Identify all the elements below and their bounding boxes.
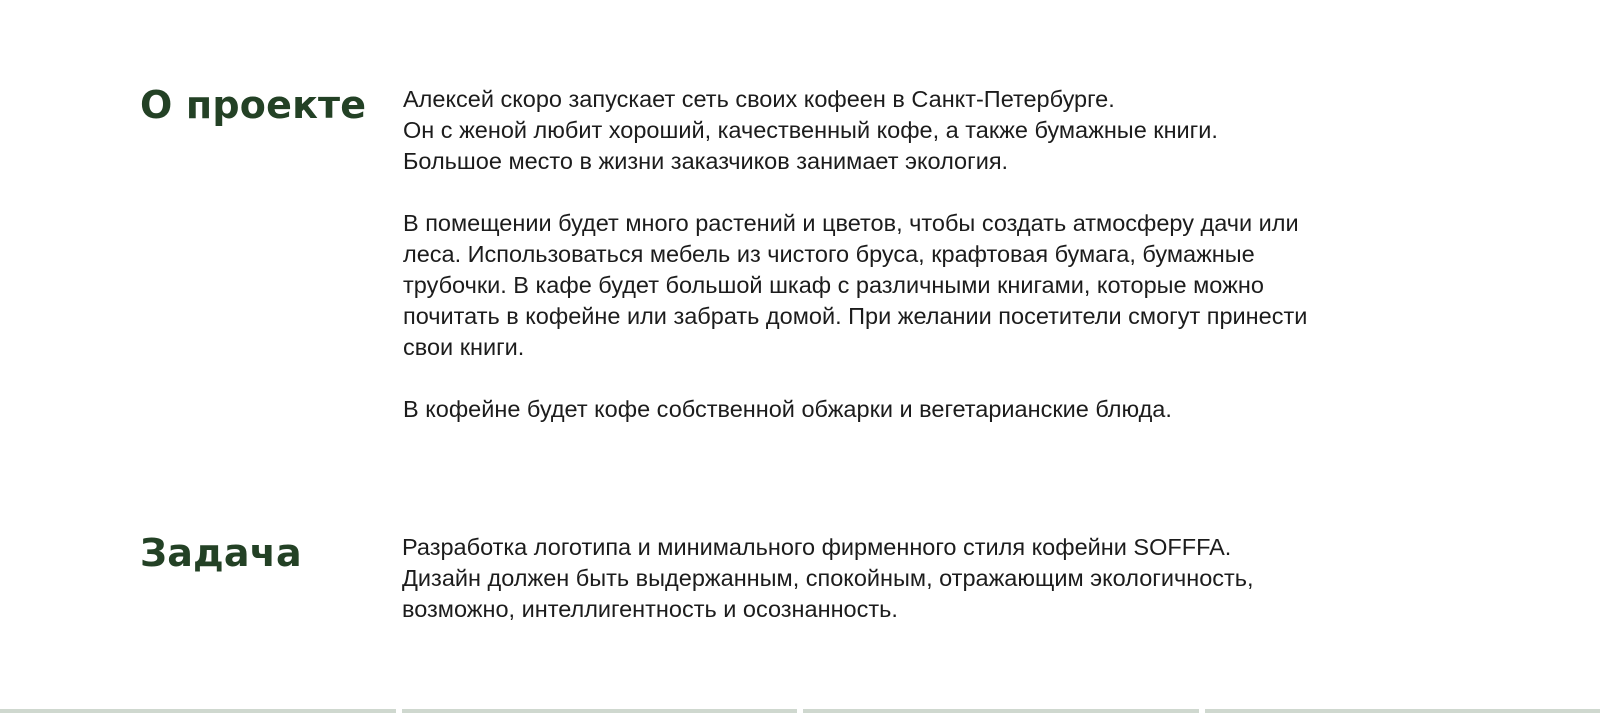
about-paragraph-1: [403, 84, 1463, 177]
divider-segment: [0, 709, 396, 713]
text-line: В помещении будет много растений и цветов, чтобы создать атмосферу дачи или: [403, 210, 1299, 236]
about-paragraph-2: [403, 208, 1463, 363]
text-line: возможно, интеллигентность и осознанность.: [402, 596, 898, 622]
divider-segment: [402, 709, 798, 713]
text-line: Алексей скоро запускает сеть своих кофеен в Санкт-Петербурге.: [403, 86, 1115, 112]
text-line: леса. Использоваться мебель из чистого бруса, крафтовая бумага, бумажные: [403, 241, 1255, 267]
about-body: [403, 84, 1463, 456]
text-line: Он с женой любит хороший, качественный кофе, а также бумажные книги.: [403, 117, 1218, 143]
task-body: [402, 532, 1462, 656]
divider-segment: [1205, 709, 1600, 713]
text-line: Большое место в жизни заказчиков занимает экология.: [403, 148, 1009, 174]
text-line: почитать в кофейне или забрать домой. При желании посетители смогут принести: [403, 303, 1308, 329]
text-line: трубочки. В кафе будет большой шкаф с различными книгами, которые можно: [403, 272, 1264, 298]
text-line: свои книги.: [403, 334, 525, 360]
text-line: В кофейне будет кофе собственной обжарки и вегетарианские блюда.: [403, 396, 1172, 422]
divider-segment: [803, 709, 1199, 713]
about-heading: О проекте: [140, 83, 367, 127]
footer-divider: [0, 709, 1600, 713]
text-line: Разработка логотипа и минимального фирменного стиля кофейни SOFFFA.: [402, 534, 1232, 560]
text-line: Дизайн должен быть выдержанным, спокойным, отражающим экологичность,: [402, 565, 1254, 591]
task-heading: Задача: [140, 531, 302, 575]
about-paragraph-3: [403, 394, 1463, 425]
task-paragraph-1: [402, 532, 1462, 625]
